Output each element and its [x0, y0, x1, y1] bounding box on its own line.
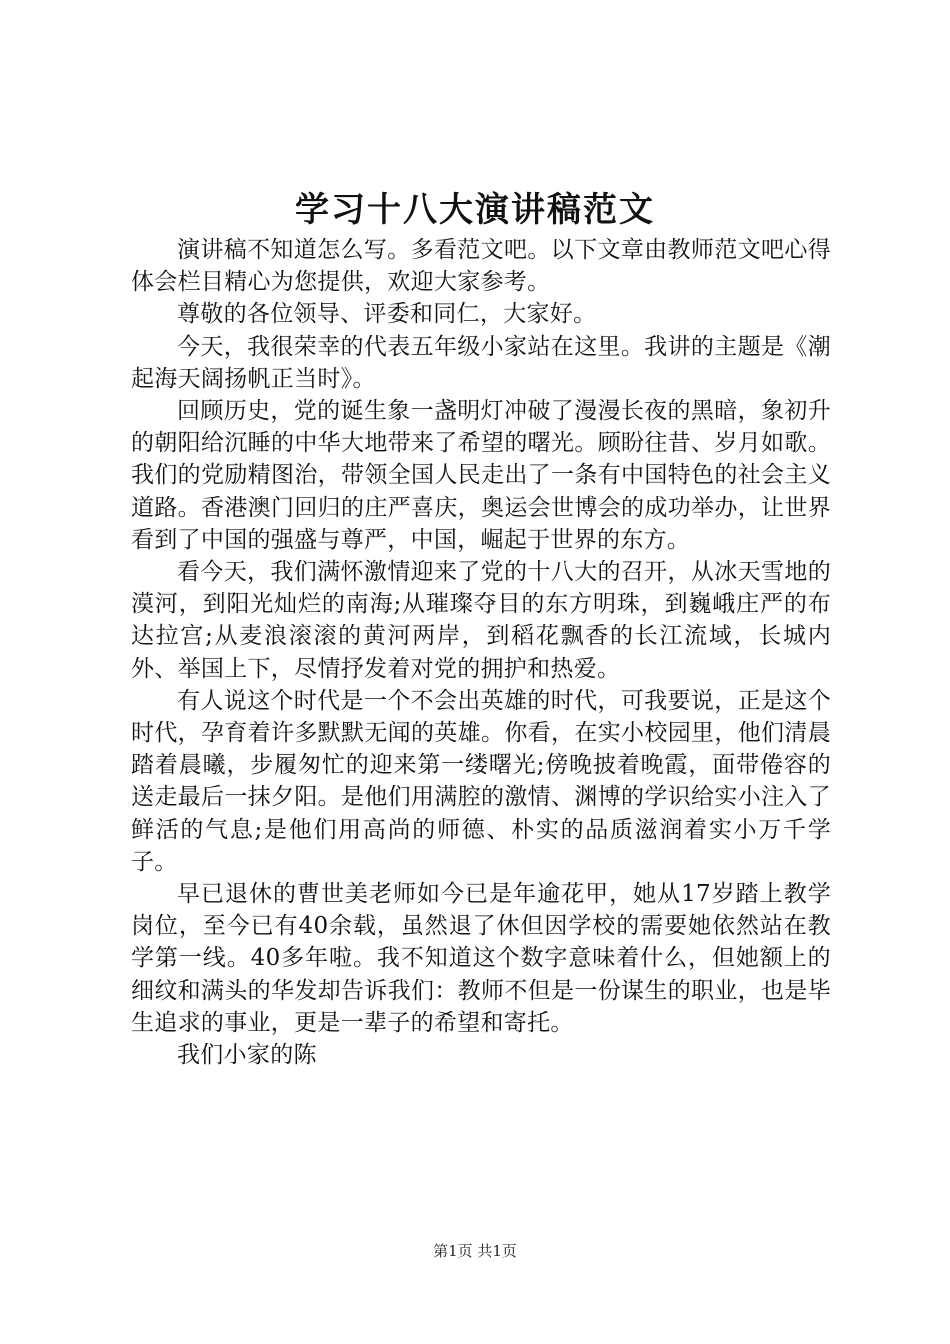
paragraph-intro: 演讲稿不知道怎么写。多看范文吧。以下文章由教师范文吧心得体会栏目精心为您提供，欢迎大家参考。	[131, 237, 831, 296]
document-body	[131, 234, 831, 1071]
document-title: 学习十八大演讲稿范文	[295, 190, 655, 230]
paragraph-today: 看今天，我们满怀激情迎来了党的十八大的召开，从冰天雪地的漠河，到阳光灿烂的南海;从璀璨夺目的东方明珠，到巍峨庄严的布达拉宫;从麦浪滚滚的黄河两岸，到稻花飘香的长江流域，长城内外、举国上下，尽情抒发着对党的拥护和热爱。	[131, 559, 831, 682]
paragraph-history: 回顾历史，党的诞生象一盏明灯冲破了漫漫长夜的黑暗，象初升的朝阳给沉睡的中华大地带来了希望的曙光。顾盼往昔、岁月如歌。我们的党励精图治，带领全国人民走出了一条有中国特色的社会主义道路。香港澳门回归的庄严喜庆，奥运会世博会的成功举办，让世界看到了中国的强盛与尊严，中国，崛起于世界的东方。	[131, 398, 831, 553]
paragraph-closing: 我们小家的陈	[177, 1042, 317, 1069]
paragraph-topic: 今天，我很荣幸的代表五年级小家站在这里。我讲的主题是《潮起海天阔扬帆正当时》。	[131, 333, 831, 392]
paragraph-greeting: 尊敬的各位领导、评委和同仁，大家好。	[177, 301, 597, 328]
page-footer: 第1页 共1页	[433, 1242, 517, 1260]
paragraph-teacher: 早已退休的曹世美老师如今已是年逾花甲，她从17岁踏上教学岗位，至今已有40余载，虽然退了休但因学校的需要她依然站在教学第一线。40多年啦。我不知道这个数字意味着什么，但她额上的细纹和满头的华发却告诉我们：教师不但是一份谋生的职业，也是毕生追求的事业，更是一辈子的希望和寄托。	[131, 881, 831, 1036]
paragraph-heroes: 有人说这个时代是一个不会出英雄的时代，可我要说，正是这个时代，孕育着许多默默无闻的英雄。你看，在实小校园里，他们清晨踏着晨曦，步履匆忙的迎来第一缕曙光;傍晚披着晚霞，面带倦容的送走最后一抹夕阳。是他们用满腔的激情、渊博的学识给实小注入了鲜活的气息;是他们用高尚的师德、朴实的品质滋润着实小万千学子。	[131, 687, 831, 875]
